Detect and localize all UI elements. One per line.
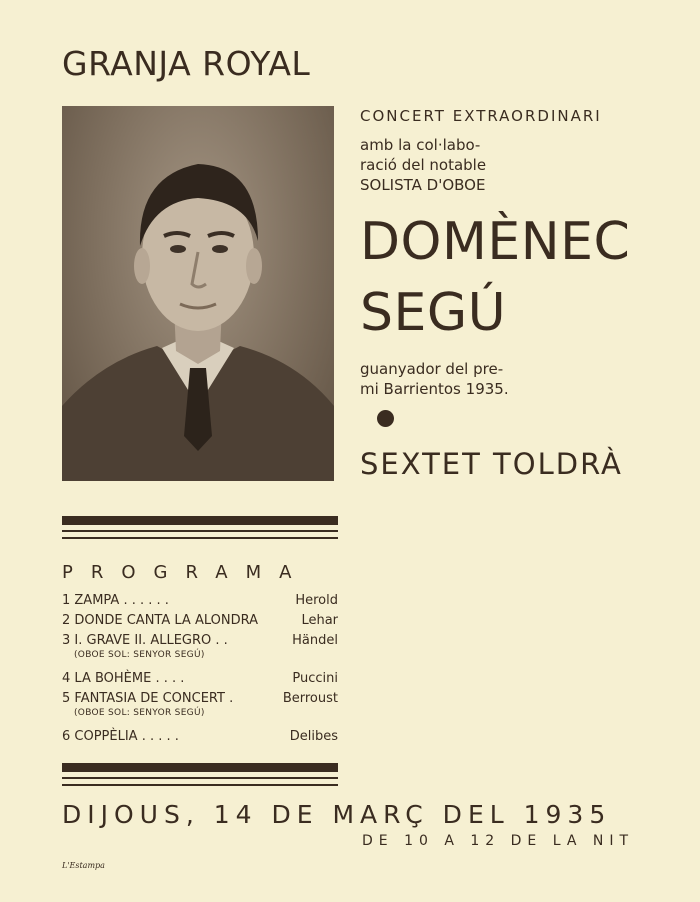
prize-line-2: mi Barrientos 1935. (360, 380, 509, 398)
program-composer: Berroust (282, 691, 338, 706)
program-work: 1 ZAMPA . . . . . . (62, 593, 169, 608)
list-item (62, 592, 338, 609)
program-title: PROGRAMA (62, 562, 310, 583)
program-composer: Puccini (292, 671, 338, 686)
program-work: 6 COPPÈLIA . . . . . (62, 729, 179, 744)
soloist-surname: SEGÚ (360, 283, 507, 343)
prize-line-1: guanyador del pre- (360, 360, 504, 378)
soloist-first-name: DOMÈNEC (360, 212, 631, 272)
list-item (62, 612, 338, 629)
program-work: 4 LA BOHÈME . . . . (62, 671, 185, 686)
list-item (62, 632, 338, 662)
program-composer: Lehar (301, 613, 338, 628)
concert-heading: CONCERT EXTRAORDINARI (360, 107, 602, 125)
program-work: 3 I. GRAVE II. ALLEGRO . . (62, 633, 228, 648)
program-note: (OBOE SOL: SENYOR SEGÚ) (74, 650, 205, 660)
program-composer: Delibes (289, 729, 338, 744)
soloist-label: SOLISTA D'OBOE (360, 176, 486, 194)
program-list (62, 592, 338, 745)
program-composer: Händel (292, 633, 338, 648)
list-item (62, 670, 338, 687)
program-composer: Herold (295, 593, 338, 608)
collaboration-line-1: amb la col·labo- (360, 136, 481, 154)
event-hours: DE 10 A 12 DE LA NIT (362, 833, 635, 849)
program-note: (OBOE SOL: SENYOR SEGÚ) (74, 708, 205, 718)
list-item (62, 690, 338, 720)
printer-imprint: L'Estampa (62, 861, 105, 870)
program-work: 2 DONDE CANTA LA ALONDRA (62, 613, 258, 628)
top-divider (62, 516, 338, 539)
venue-title: GRANJA ROYAL (62, 44, 311, 83)
bullet-dot (377, 410, 394, 427)
bottom-divider (62, 763, 338, 786)
list-item (62, 728, 338, 745)
collaboration-line-2: ració del notable (360, 156, 487, 174)
event-date: DIJOUS, 14 DE MARÇ DEL 1935 (62, 800, 612, 829)
program-work: 5 FANTASIA DE CONCERT . (62, 691, 234, 706)
soloist-portrait (62, 106, 334, 481)
ensemble-name: SEXTET TOLDRÀ (360, 447, 623, 481)
